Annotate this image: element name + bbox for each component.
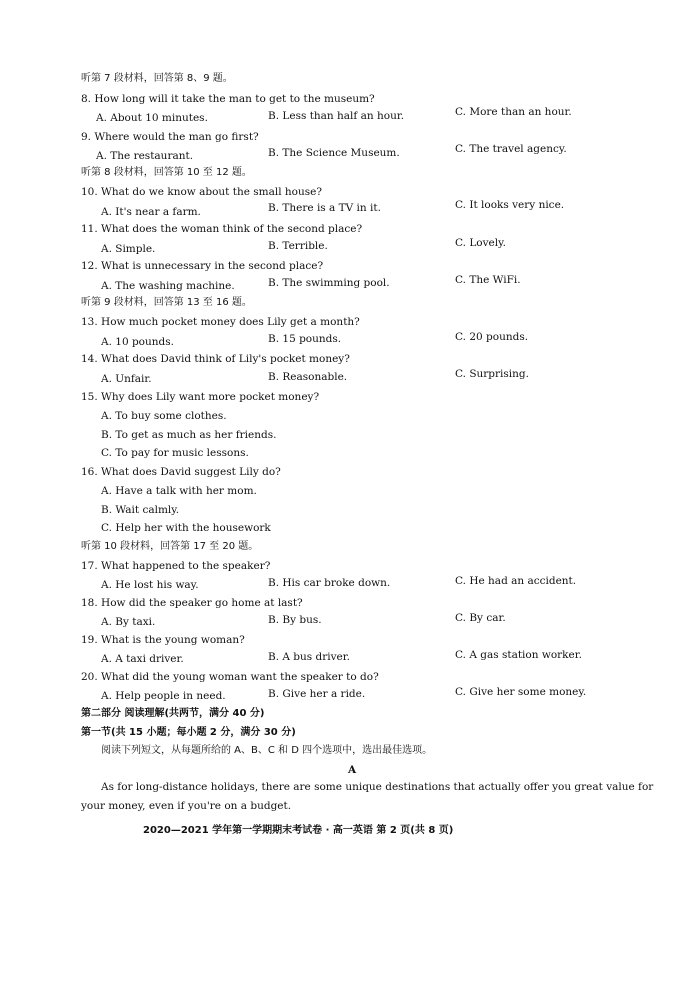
option-c: C. 20 pounds.	[455, 331, 529, 343]
paragraph-line: As for long-distance holidays, there are some unique destinations that actually offer you great value for	[101, 781, 654, 793]
question-stem: 18. How did the speaker go home at last?	[81, 597, 303, 609]
section-heading: 听第 8 段材料，回答第 10 至 12 题。	[81, 167, 252, 178]
question-stem: 10. What do we know about the small house?	[81, 186, 322, 198]
part-title: 第二部分 阅读理解(共两节，满分 40 分)	[81, 708, 265, 719]
option-c: C. By car.	[455, 612, 506, 624]
question-stem: 19. What is the young woman?	[81, 634, 245, 646]
question-stem: 20. What did the young woman want the speaker to do?	[81, 671, 379, 683]
question-stem: 16. What does David suggest Lily do?	[81, 466, 281, 478]
option-a: A. Have a talk with her mom.	[101, 485, 257, 497]
option-c: C. To pay for music lessons.	[101, 447, 249, 459]
option-b: B. To get as much as her friends.	[101, 429, 277, 441]
option-b: B. The Science Museum.	[268, 147, 400, 159]
question-stem: 9. Where would the man go first?	[81, 131, 259, 143]
option-b: B. By bus.	[268, 614, 322, 626]
option-a: A. Help people in need.	[101, 690, 226, 702]
page-footer: 2020—2021 学年第一学期期末考试卷 · 高一英语 第 2 页(共 8 页)	[143, 825, 454, 836]
option-c: C. It looks very nice.	[455, 199, 565, 211]
question-stem: 11. What does the woman think of the second place?	[81, 223, 363, 235]
option-c: C. The travel agency.	[455, 143, 567, 155]
option-a: A. He lost his way.	[101, 579, 199, 591]
option-a: A. The restaurant.	[96, 150, 194, 162]
option-a: A. By taxi.	[101, 616, 156, 628]
option-b: B. Reasonable.	[268, 371, 348, 383]
question-stem: 17. What happened to the speaker?	[81, 560, 271, 572]
option-a: A. 10 pounds.	[101, 336, 174, 348]
question-stem: 14. What does David think of Lily's pocket money?	[81, 353, 350, 365]
instructions: 阅读下列短文，从每题所给的 A、B、C 和 D 四个选项中，选出最佳选项。	[101, 745, 433, 756]
question-stem: 12. What is unnecessary in the second place?	[81, 260, 324, 272]
option-c: C. The WiFi.	[455, 274, 521, 286]
option-c: C. A gas station worker.	[455, 649, 582, 661]
option-b: B. His car broke down.	[268, 577, 391, 589]
option-b: B. A bus driver.	[268, 651, 350, 663]
option-c: C. He had an accident.	[455, 575, 577, 587]
option-c: C. Help her with the housework	[101, 522, 271, 534]
section-subtitle: 第一节(共 15 小题；每小题 2 分，满分 30 分)	[81, 727, 296, 738]
option-c: C. Lovely.	[455, 237, 507, 249]
option-b: B. Less than half an hour.	[268, 110, 405, 122]
option-b: B. There is a TV in it.	[268, 202, 381, 214]
option-b: B. Wait calmly.	[101, 504, 180, 516]
passage-label: A	[348, 764, 357, 776]
option-a: A. Simple.	[101, 243, 156, 255]
option-c: C. Give her some money.	[455, 686, 587, 698]
option-c: C. More than an hour.	[455, 106, 572, 118]
option-a: A. Unfair.	[101, 373, 152, 385]
option-b: B. Give her a ride.	[268, 688, 366, 700]
option-a: A. The washing machine.	[101, 280, 235, 292]
option-b: B. The swimming pool.	[268, 277, 390, 289]
section-heading: 听第 10 段材料，回答第 17 至 20 题。	[81, 541, 259, 552]
option-b: B. Terrible.	[268, 240, 328, 252]
option-a: A. A taxi driver.	[101, 653, 184, 665]
section-heading: 听第 7 段材料，回答第 8、9 题。	[81, 73, 233, 84]
question-stem: 15. Why does Lily want more pocket money?	[81, 391, 320, 403]
question-stem: 8. How long will it take the man to get to the museum?	[81, 93, 375, 105]
option-b: B. 15 pounds.	[268, 333, 342, 345]
option-c: C. Surprising.	[455, 368, 529, 380]
option-a: A. About 10 minutes.	[96, 112, 208, 124]
option-a: A. To buy some clothes.	[101, 410, 227, 422]
option-a: A. It's near a farm.	[101, 206, 201, 218]
question-stem: 13. How much pocket money does Lily get a month?	[81, 316, 360, 328]
section-heading: 听第 9 段材料，回答第 13 至 16 题。	[81, 297, 252, 308]
paragraph-line: your money, even if you're on a budget.	[81, 800, 292, 812]
